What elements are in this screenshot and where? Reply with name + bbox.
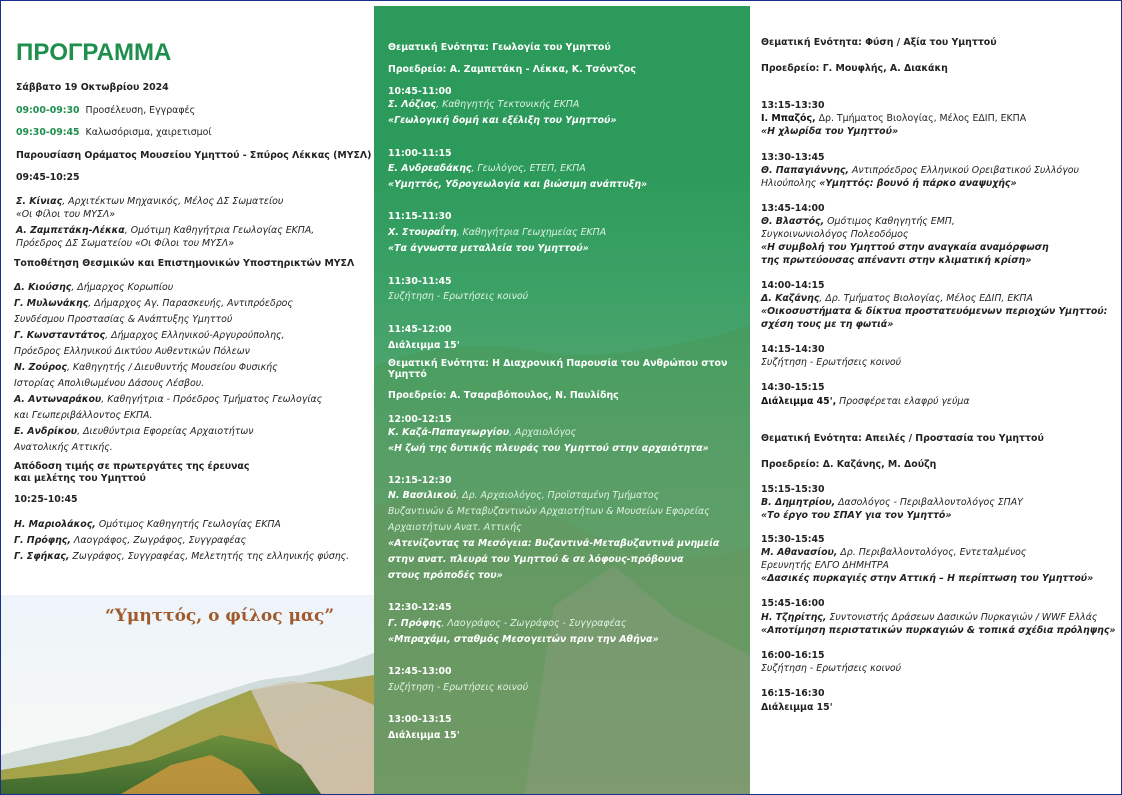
speaker-role: , Δήμαρχος Αγ. Παρασκευής, Αντιπρόεδρος	[88, 298, 293, 309]
talk-line	[761, 178, 1017, 190]
slot-registration	[16, 105, 195, 117]
institutional-heading: Τοποθέτηση Θεσμικών και Επιστημονικών Υποστηρικτών ΜΥΣΛ	[14, 258, 355, 269]
talk-title: της πρωτεύουσας απέναντι στην κλιματική κρίση»	[761, 255, 1032, 266]
speaker-name: Θ. Βλαστός,	[761, 216, 825, 227]
slot-time: 11:30-11:45	[388, 276, 452, 287]
slot-time: 14:30-15:15	[761, 382, 825, 393]
slot-time: 16:15-16:30	[761, 688, 825, 699]
talk-title: «Τα άγνωστα μεταλλεία του Υμηττού»	[388, 243, 589, 254]
event-date: Σάββατο 19 Οκτωβρίου 2024	[16, 82, 169, 93]
chairs: Προεδρείο: Α. Ζαμπετάκη - Λέκκα, Κ. Τσόντζος	[388, 64, 636, 75]
speaker-role: Ιστορίας Απολιθωμένου Δάσους Λέσβου.	[14, 378, 205, 389]
speaker-name: Γ. Πρόφης,	[14, 535, 71, 546]
speaker-role: Δασολόγος - Περιβαλλοντολόγος ΣΠΑΥ	[835, 497, 1023, 508]
speaker-role: Αρχαιοτήτων Ανατ. Αττικής	[388, 522, 522, 533]
speaker-zampetaki	[16, 225, 314, 237]
speaker-name: Μ. Αθανασίου,	[761, 547, 838, 558]
talk-title: «Αποτίμηση περιστατικών πυρκαγιών & τοπικά σχέδια πρόληψης»	[761, 625, 1116, 636]
speaker-role: και Γεωπεριβάλλοντος ΕΚΠΑ.	[14, 410, 153, 421]
slot-time: 16:00-16:15	[761, 650, 825, 661]
slot-time: 09:00-09:30	[16, 105, 80, 116]
theme-heading: Θεματική Ενότητα: Γεωλογία του Υμηττού	[388, 42, 611, 53]
slot-time: 15:15-15:30	[761, 484, 825, 495]
speaker-kinias	[16, 196, 283, 208]
speaker-role: Ερευνητής ΕΛΓΟ ΔΗΜΗΤΡΑ	[761, 560, 889, 571]
speaker-role: , Αρχαιολόγος	[509, 427, 577, 438]
speaker-role: , Καθηγήτρια Γεωχημείας ΕΚΠΑ	[456, 227, 607, 238]
speaker-role: Ζωγράφος, Συγγραφέας, Μελετητής της ελληνικής φύσης.	[69, 551, 350, 562]
speaker-role: Συγκοινωνιολόγος Πολεοδόμος	[761, 229, 909, 240]
speaker-tziritis	[761, 612, 1097, 624]
speaker-name: Δ. Καζάνης	[761, 293, 820, 304]
slot-time: 12:00-12:15	[388, 414, 452, 425]
slot-time: 11:00-11:15	[388, 148, 452, 159]
speaker-name: Κ. Καζά-Παπαγεωργίου	[388, 427, 510, 438]
speaker-role: Αντιπρόεδρος Ελληνικού Ορειβατικού Συλλόγου	[848, 165, 1079, 176]
slot-time: 09:30-09:45	[16, 127, 80, 138]
speaker-role: Πρόεδρος Ελληνικού Δικτύου Αυθεντικών Πόλεων	[14, 346, 250, 357]
speaker-stouraiti	[388, 227, 606, 239]
speaker-role: Δρ. Περιβαλλοντολόγος, Εντεταλμένος	[837, 547, 1027, 558]
speaker-sfikas	[14, 551, 349, 563]
break: Διάλειμμα 15'	[388, 340, 460, 351]
speaker-role: Δρ. Τμήματος Βιολογίας, Μέλος ΕΔΙΠ, ΕΚΠΑ	[815, 113, 1027, 124]
speaker-name: Α. Αντωναράκου	[14, 394, 102, 405]
talk-title: στους πρόποδές του»	[388, 570, 503, 581]
chairs: Προεδρείο: Γ. Μουφλής, Α. Διακάκη	[761, 63, 948, 74]
speaker-kaza	[388, 427, 576, 439]
speaker-vlastos	[761, 216, 955, 228]
speaker-role: , Καθηγητής / Διευθυντής Μουσείου Φυσικής	[66, 362, 278, 373]
slot-time: 10:45-11:00	[388, 86, 452, 97]
slot-text: Προσέλευση, Εγγραφές	[85, 105, 196, 116]
speaker-role: Συνδέσμου Προστασίας & Ανάπτυξης Υμηττού	[14, 314, 233, 325]
speaker-andrikou	[14, 426, 254, 438]
speaker-role: , Καθηγητής Τεκτονικής ΕΚΠΑ	[436, 99, 580, 110]
speaker-role: , Διευθύντρια Εφορείας Αρχαιοτήτων	[77, 426, 254, 437]
speaker-role: Ηλιούπολης	[761, 178, 820, 189]
talk-title: «Το έργο του ΣΠΑΥ για τον Υμηττό»	[761, 510, 952, 521]
slot-time: 15:45-16:00	[761, 598, 825, 609]
speaker-role: , Ομότιμη Καθηγήτρια Γεωλογίας ΕΚΠΑ,	[124, 225, 315, 236]
slot-time: 12:45-13:00	[388, 666, 452, 677]
speaker-role: , Λαογράφος - Ζωγράφος - Συγγραφέας	[441, 618, 627, 629]
speaker-dimitriou	[761, 497, 1023, 509]
break: Διάλειμμα 15'	[388, 730, 460, 741]
speaker-role: , Καθηγήτρια - Πρόεδρος Τμήματος Γεωλογίας	[101, 394, 323, 405]
speaker-name: Γ. Πρόφης	[388, 618, 442, 629]
speaker-role: , Δρ. Αρχαιολόγος, Προϊσταμένη Τμήματος	[456, 490, 660, 501]
speaker-name: Σ. Κίνιας	[16, 196, 63, 207]
slot-time: 09:45-10:25	[16, 172, 80, 183]
speaker-role: Λαογράφος, Ζωγράφος, Συγγραφέας	[70, 535, 247, 546]
speaker-name: Δ. Κιούσης	[14, 282, 72, 293]
speaker-name: Γ. Σφήκας,	[14, 551, 70, 562]
speaker-role: , Δήμαρχος Ελληνικού-Αργυρούπολης,	[105, 330, 285, 341]
speaker-bazos	[761, 113, 1026, 125]
slot-welcome	[16, 127, 212, 139]
speaker-antonarakou	[14, 394, 322, 406]
chairs: Προεδρείο: Δ. Καζάνης, Μ. Δούζη	[761, 459, 937, 470]
speaker-name: Γ. Μυλωνάκης	[14, 298, 89, 309]
speaker-name: Ε. Ανδρίκου	[14, 426, 78, 437]
talk-title: «Η ζωή της δυτικής πλευράς του Υμηττού στην αρχαιότητα»	[388, 443, 709, 454]
speaker-name: Η. Μαριολάκος,	[14, 519, 96, 530]
speaker-name: Α. Ζαμπετάκη-Λέκκα	[16, 225, 125, 236]
motto-quote: “Υμηττός, ο φίλος μας”	[105, 606, 335, 626]
speaker-role: Ομότιμος Καθηγητής ΕΜΠ,	[824, 216, 955, 227]
speaker-name: Ν. Βασιλικού	[388, 490, 457, 501]
slot-time: 13:45-14:00	[761, 203, 825, 214]
break: Διάλειμμα 15'	[761, 702, 833, 713]
theme-heading: Υμηττό	[388, 369, 427, 380]
speaker-name: Ν. Ζούρος	[14, 362, 67, 373]
slot-time: 13:00-13:15	[388, 714, 452, 725]
slot-time: 11:15-11:30	[388, 211, 452, 222]
slot-time: 14:15-14:30	[761, 344, 825, 355]
speaker-name: Σ. Λόζιος	[388, 99, 437, 110]
slot-time: 12:15-12:30	[388, 475, 452, 486]
speaker-lozios	[388, 99, 579, 111]
speaker-profis	[388, 618, 626, 630]
theme-heading: Θεματική Ενότητα: Φύση / Αξία του Υμηττού	[761, 37, 997, 48]
talk-title: «Η συμβολή του Υμηττού στην αναγκαία αναμόρφωση	[761, 242, 1049, 253]
talk-title: «Γεωλογική δομή και εξέλιξη του Υμηττού»	[388, 115, 617, 126]
page-title: ΠΡΟΓΡΑΜΜΑ	[16, 39, 172, 66]
slot-time: 15:30-15:45	[761, 534, 825, 545]
discussion: Συζήτηση - Ερωτήσεις κοινού	[388, 291, 529, 302]
talk-title: «Η χλωρίδα του Υμηττού»	[761, 126, 899, 137]
speaker-profis	[14, 535, 246, 547]
talk-title: «Ατενίζοντας τα Μεσόγεια: Βυζαντινά-Μεταβυζαντινά μνημεία	[388, 538, 720, 549]
discussion: Συζήτηση - Ερωτήσεις κοινού	[761, 663, 902, 674]
theme-heading: Θεματική Ενότητα: Η Διαχρονική Παρουσία του Ανθρώπου στον	[388, 358, 728, 369]
speaker-athanasiou	[761, 547, 1026, 559]
chairs: Προεδρείο: Α. Τσαραβόπουλος, Ν. Παυλίδης	[388, 390, 619, 401]
honor-heading: και μελέτης του Υμηττού	[14, 473, 146, 484]
talk-title: «Δασικές πυρκαγιές στην Αττική – Η περίπτωση του Υμηττού»	[761, 573, 1094, 584]
speaker-role: Βυζαντινών & Μεταβυζαντινών Αρχαιοτήτων & Μουσείων Εφορείας	[388, 506, 710, 517]
speaker-role: Ανατολικής Αττικής.	[14, 442, 113, 453]
speaker-role: «Οι Φίλοι του ΜΥΣΛ»	[16, 209, 116, 220]
speaker-name: Ε. Ανδρεαδάκης	[388, 163, 472, 174]
speaker-name: Η. Τζηρίτης,	[761, 612, 827, 623]
break: Διάλειμμα 45',	[761, 396, 837, 407]
speaker-andreadakis	[388, 163, 586, 175]
speaker-mariolakos	[14, 519, 281, 531]
slot-time: 11:45-12:00	[388, 324, 452, 335]
theme-heading: Θεματική Ενότητα: Απειλές / Προστασία του Υμηττού	[761, 433, 1044, 444]
speaker-kazanis	[761, 293, 1033, 305]
break-note: Προσφέρεται ελαφρύ γεύμα	[836, 396, 970, 407]
speaker-zouros	[14, 362, 278, 374]
lunch-break	[761, 396, 970, 408]
discussion: Συζήτηση - Ερωτήσεις κοινού	[388, 682, 529, 693]
speaker-name: Β. Δημητρίου,	[761, 497, 836, 508]
vision-heading: Παρουσίαση Οράματος Μουσείου Υμηττού - Σπύρος Λέκκας (ΜΥΣΛ)	[16, 150, 372, 161]
speaker-role: Συντονιστής Δράσεων Δασικών Πυρκαγιών / WWF Ελλάς	[826, 612, 1098, 623]
slot-time: 12:30-12:45	[388, 602, 452, 613]
middle-column	[374, 6, 750, 795]
discussion: Συζήτηση - Ερωτήσεις κοινού	[761, 357, 902, 368]
talk-title: σχέση τους με τη φωτιά»	[761, 319, 894, 330]
speaker-mylonakis	[14, 298, 293, 310]
speaker-kiousis	[14, 282, 173, 294]
speaker-role: , Δρ. Τμήματος Βιολογίας, Μέλος ΕΔΙΠ, ΕΚΠΑ	[819, 293, 1033, 304]
speaker-name: Ι. Μπαζός,	[761, 113, 816, 124]
talk-title: στην ανατ. πλευρά του Υμηττού & σε λόφους-πρόβουνα	[388, 554, 684, 565]
speaker-role: Πρόεδρος ΔΣ Σωματείου «Οι Φίλοι του ΜΥΣΛ»	[16, 238, 234, 249]
slot-time: 13:30-13:45	[761, 152, 825, 163]
speaker-role: , Δήμαρχος Κορωπίου	[71, 282, 174, 293]
speaker-role: , Γεωλόγος, ΕΤΕΠ, ΕΚΠΑ	[471, 163, 586, 174]
talk-title: «Υμηττός: βουνό ή πάρκο αναψυχής»	[819, 178, 1017, 189]
speaker-name: Χ. Στουραΐτη	[388, 227, 457, 238]
speaker-name: Γ. Κωνσταντάτος	[14, 330, 106, 341]
speaker-role: , Αρχιτέκτων Μηχανικός, Μέλος ΔΣ Σωματείου	[62, 196, 284, 207]
talk-title: «Υμηττός, Υδρογεωλογία και βιώσιμη ανάπτυξη»	[388, 179, 648, 190]
talk-title: «Μπραχάμι, σταθμός Μεσογειτών πριν την Αθήνα»	[388, 634, 659, 645]
speaker-name: Θ. Παπαγιάννης,	[761, 165, 849, 176]
slot-time: 13:15-13:30	[761, 100, 825, 111]
speaker-role: Ομότιμος Καθηγητής Γεωλογίας ΕΚΠΑ	[95, 519, 281, 530]
slot-time: 14:00-14:15	[761, 280, 825, 291]
honor-heading: Απόδοση τιμής σε πρωτεργάτες της έρευνας	[14, 461, 250, 472]
slot-text: Καλωσόρισμα, χαιρετισμοί	[85, 127, 212, 138]
speaker-konstantatos	[14, 330, 285, 342]
talk-title: «Οικοσυστήματα & δίκτυα προστατευόμενων περιοχών Υμηττού:	[761, 306, 1108, 317]
speaker-papagiannis	[761, 165, 1079, 177]
slot-time: 10:25-10:45	[14, 494, 78, 505]
speaker-vasilikou	[388, 490, 659, 502]
